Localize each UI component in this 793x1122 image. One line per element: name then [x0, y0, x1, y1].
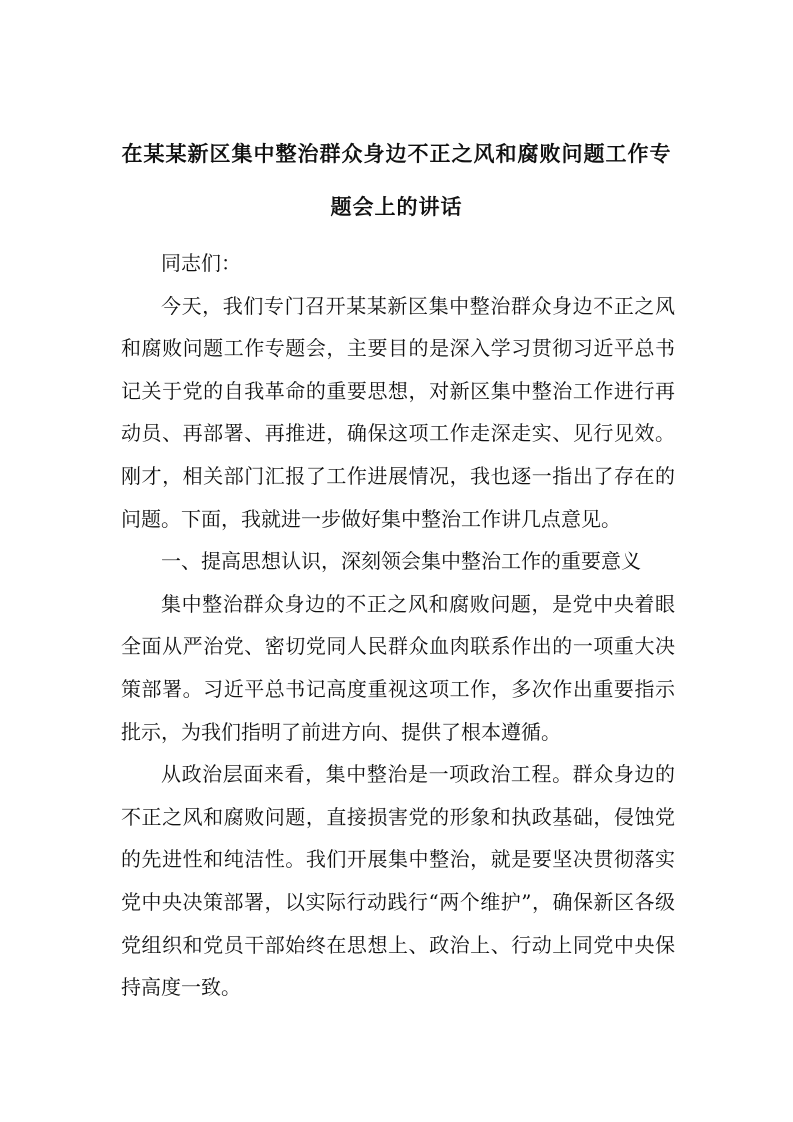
paragraph-section-1: 集中整治群众身边的不正之风和腐败问题，是党中央着眼全面从严治党、密切党同人民群众血肉联系作出的一项重大决策部署。习近平总书记高度重视这项工作，多次作出重要指示批示，为我们指明了前进方向、提供了根本遵循。 — [121, 591, 675, 744]
paragraph-opening: 今天，我们专门召开某某新区集中整治群众身边不正之风和腐败问题工作专题会，主要目的是深入学习贯彻习近平总书记关于党的自我革命的重要思想，对新区集中整治工作进行再动员、再部署、再推进，确保这项工作走深走实、见行见效。刚才，相关部门汇报了工作进展情况，我也逐一指出了存在的问题。下面，我就进一步做好集中整治工作讲几点意见。 — [121, 293, 675, 531]
document-body — [121, 242, 675, 1009]
title-line-1: 在某某新区集中整治群众身边不正之风和腐败问题工作专 — [121, 142, 672, 166]
document-title — [110, 128, 683, 234]
title-line-2: 题会上的讲话 — [330, 195, 463, 219]
paragraph-political-level: 从政治层面来看，集中整治是一项政治工程。群众身边的不正之风和腐败问题，直接损害党的形象和执政基础，侵蚀党的先进性和纯洁性。我们开展集中整治，就是要坚决贯彻落实党中央决策部署，以实际行动践行“两个维护”，确保新区各级党组织和党员干部始终在思想上、政治上、行动上同党中央保持高度一致。 — [121, 762, 675, 1000]
section-heading-1: 一、提高思想认识，深刻领会集中整治工作的重要意义 — [161, 549, 641, 574]
salutation: 同志们： — [161, 251, 241, 275]
